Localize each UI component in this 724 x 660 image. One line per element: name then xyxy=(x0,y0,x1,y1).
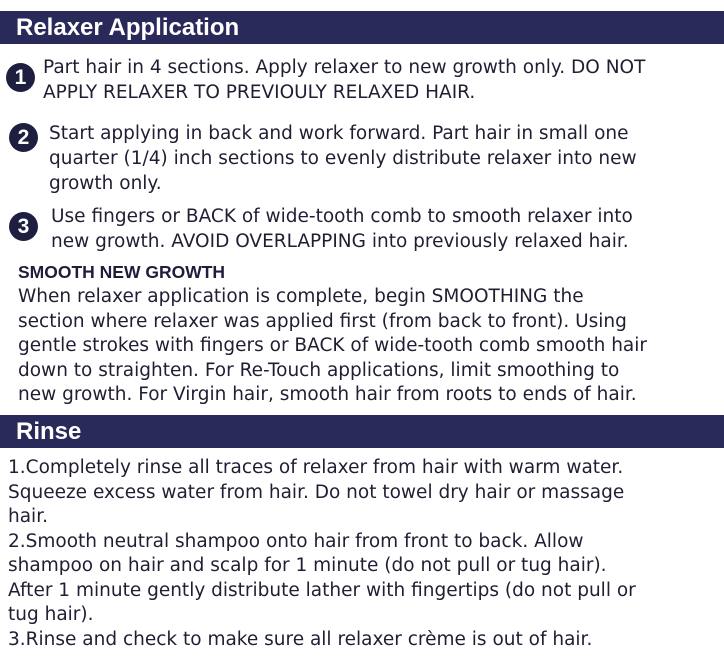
step-2-number-badge: 2 xyxy=(9,123,38,152)
step-1-text: Part hair in 4 sections. Apply relaxer to new growth only. DO NOT APPLY RELAXER TO PREVIOULY RELAXED HAIR. xyxy=(43,57,646,103)
step-1-number-badge: 1 xyxy=(6,63,35,92)
smooth-new-growth-heading: SMOOTH NEW GROWTH xyxy=(18,262,226,282)
step-3-number-badge: 3 xyxy=(9,212,38,241)
smooth-new-growth-text: When relaxer application is complete, begin SMOOTHING the section where relaxer was applied first (from back to front). Using gentle strokes with fingers or BACK of wide-tooth comb smooth hair down to straighten. For Re-Touch applications, limit smoothing to new growth. For Virgin hair, smooth hair from roots to ends of hair. xyxy=(18,286,648,405)
step-2-text: Start applying in back and work forward. Part hair in small one quarter (1/4) inch sections to evenly distribute relaxer into new growth only. xyxy=(49,123,637,194)
rinse-header: Rinse xyxy=(0,415,724,448)
step-3-text: Use fingers or BACK of wide-tooth comb to smooth relaxer into new growth. AVOID OVERLAPPING into previously relaxed hair. xyxy=(51,206,633,252)
relaxer-application-header: Relaxer Application xyxy=(0,11,724,44)
rinse-instructions-text: 1.Completely rinse all traces of relaxer from hair with warm water. Squeeze excess water from hair. Do not towel dry hair or massage hair. 2.Smooth neutral shampoo onto hair from front to back. Allow shampoo on hair and scalp for 1 minute (do not pull or tug hair). After 1 minute gently distribute lather with fingertips (do not pull or tug hair). 3.Rinse and check to make sure all relaxer crème is out of hair. xyxy=(8,457,636,650)
